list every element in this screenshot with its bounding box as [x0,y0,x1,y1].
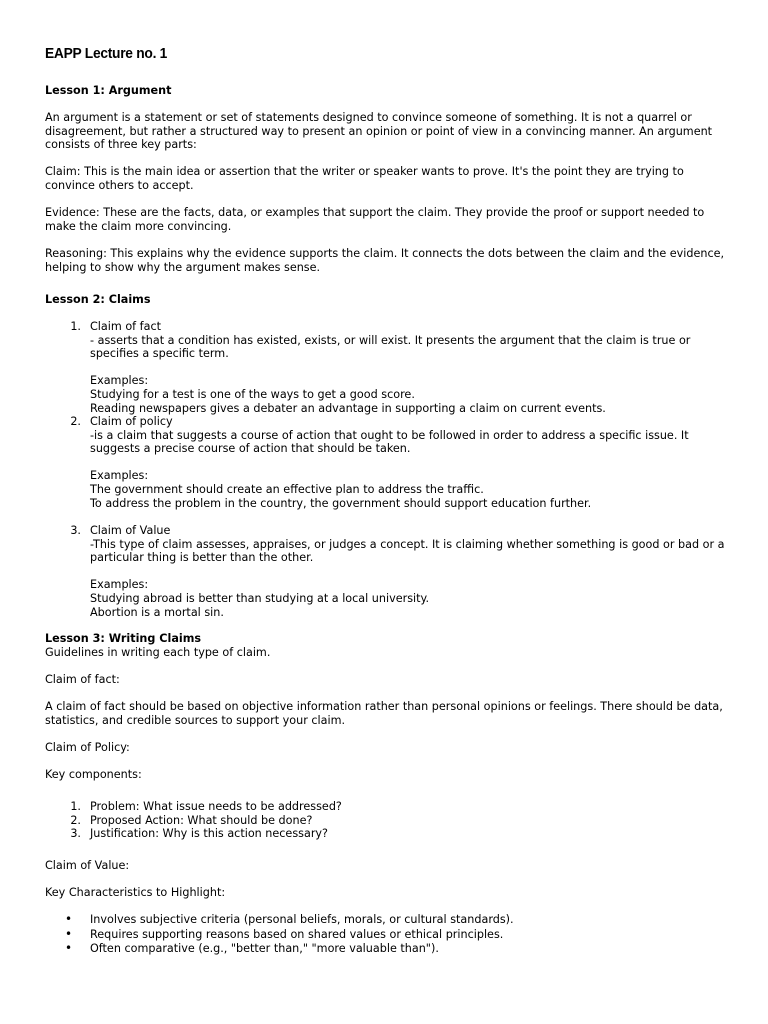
characteristic-text: Requires supporting reasons based on shared values or ethical principles. [90,928,504,941]
lesson1-reasoning: Reasoning: This explains why the evidence supports the claim. It connects the dots between the claim and the evidence, helping to show why the argument makes sense. [45,247,725,274]
example-text: The government should create an effective plan to address the traffic. [90,482,484,496]
lesson1-heading: Lesson 1: Argument [45,84,172,97]
component-text: Justification: Why is this action necessary? [90,827,328,840]
lesson2-heading: Lesson 2: Claims [45,293,151,306]
claim-of-fact-text: A claim of fact should be based on objective information rather than personal opinions or feelings. There should be data, statistics, and credible sources to support your claim. [45,700,723,727]
bullet-icon: • [65,912,73,926]
example-text: Reading newspapers gives a debater an advantage in supporting a claim on current events. [90,401,606,415]
document-title: EAPP Lecture no. 1 [45,45,168,62]
example-text: Studying abroad is better than studying at a local university. [90,591,430,605]
claim-description: -This type of claim assesses, appraises, or judges a concept. It is claiming whether something is good or bad or a particular thing is better than the other. [90,537,725,565]
claim-description: - asserts that a condition has existed, exists, or will exist. It presents the argument that the claim is true or specifies a specific term. [90,333,691,361]
claim-title: Claim of Value [90,524,171,537]
list-number: 3. [70,827,81,840]
component-text: Problem: What issue needs to be addressed? [90,800,342,813]
characteristic-text: Often comparative (e.g., "better than," "more valuable than"). [90,942,439,955]
component-text: Proposed Action: What should be done? [90,814,313,827]
key-components-label: Key components: [45,768,142,781]
claim-description: -is a claim that suggests a course of action that ought to be followed in order to address a specific issue. It suggests a precise course of action that should be taken. [90,428,689,456]
list-number: 2. [70,814,81,827]
claim-of-policy-label: Claim of Policy: [45,741,130,754]
examples-label: Examples: [90,578,149,592]
lesson1-claim: Claim: This is the main idea or assertion that the writer or speaker wants to prove. It's the point they are trying to convince others to accept. [45,165,684,192]
example-text: To address the problem in the country, the government should support education further. [90,496,592,510]
list-number: 1. [70,320,81,333]
lesson1-evidence: Evidence: These are the facts, data, or examples that support the claim. They provide the proof or support needed to make the claim more convincing. [45,206,705,233]
bullet-icon: • [65,941,73,955]
claim-title: Claim of policy [90,415,173,428]
key-characteristics-label: Key Characteristics to Highlight: [45,886,226,899]
characteristic-text: Involves subjective criteria (personal beliefs, morals, or cultural standards). [90,913,514,926]
claim-of-fact-label: Claim of fact: [45,673,120,686]
lesson3-heading: Lesson 3: Writing Claims [45,632,202,645]
bullet-icon: • [65,927,73,941]
list-number: 1. [70,800,81,813]
example-text: Abortion is a mortal sin. [90,605,224,619]
lesson3-subtitle: Guidelines in writing each type of claim. [45,646,271,659]
list-number: 2. [70,415,81,428]
examples-label: Examples: [90,469,149,483]
list-number: 3. [70,524,81,537]
example-text: Studying for a test is one of the ways to get a good score. [90,387,415,401]
claim-title: Claim of fact [90,320,162,333]
lesson1-intro: An argument is a statement or set of statements designed to convince someone of something. It is not a quarrel or disagreement, but rather a structured way to present an opinion or point of view in a convincing manner. An argument consists of three key parts: [45,111,713,152]
claim-of-value-label: Claim of Value: [45,859,130,872]
examples-label: Examples: [90,374,149,388]
